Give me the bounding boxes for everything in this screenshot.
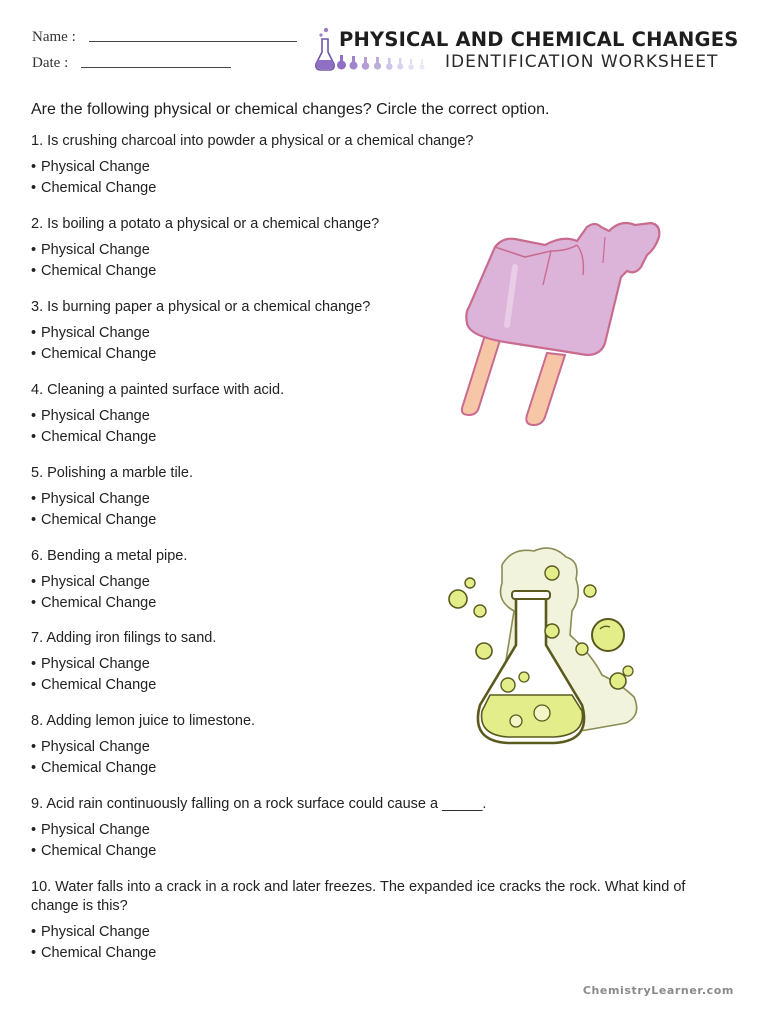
option-chemical[interactable]: • Chemical Change <box>31 595 157 611</box>
question-5 <box>31 464 731 531</box>
worksheet-title: PHYSICAL AND CHEMICAL CHANGES <box>339 28 739 51</box>
option-physical[interactable]: • Physical Change <box>31 924 150 940</box>
question-text: 6. Bending a metal pipe. <box>31 548 188 564</box>
date-label: Date : <box>32 55 69 71</box>
option-label: Physical Change <box>41 656 150 672</box>
option-physical[interactable]: • Physical Change <box>31 408 150 424</box>
date-line[interactable] <box>81 67 231 68</box>
name-line[interactable] <box>89 41 297 42</box>
option-label: Chemical Change <box>41 945 157 961</box>
name-label: Name : <box>32 29 76 45</box>
option-chemical[interactable]: • Chemical Change <box>31 429 157 445</box>
option-chemical[interactable]: • Chemical Change <box>31 945 157 961</box>
option-label: Physical Change <box>41 408 150 424</box>
option-chemical[interactable]: • Chemical Change <box>31 843 157 859</box>
option-label: Physical Change <box>41 325 150 341</box>
worksheet-subtitle: IDENTIFICATION WORKSHEET <box>445 52 719 72</box>
question-text: 4. Cleaning a painted surface with acid. <box>31 382 285 398</box>
option-physical[interactable]: • Physical Change <box>31 325 150 341</box>
option-label: Physical Change <box>41 574 150 590</box>
question-10 <box>31 878 721 964</box>
question-text: 9. Acid rain continuously falling on a rock surface could cause a _____. <box>31 796 487 812</box>
option-label: Physical Change <box>41 924 150 940</box>
option-chemical[interactable]: • Chemical Change <box>31 180 157 196</box>
option-label: Chemical Change <box>41 760 157 776</box>
option-physical[interactable]: • Physical Change <box>31 574 150 590</box>
name-field[interactable] <box>32 29 76 46</box>
option-label: Physical Change <box>41 242 150 258</box>
footer-brand[interactable]: ChemistryLearner.com <box>582 984 734 997</box>
date-field[interactable] <box>32 55 68 72</box>
question-text: 1. Is crushing charcoal into powder a physical or a chemical change? <box>31 133 474 149</box>
option-label: Physical Change <box>41 491 150 507</box>
option-label: Chemical Change <box>41 677 157 693</box>
option-label: Chemical Change <box>41 263 157 279</box>
option-chemical[interactable]: • Chemical Change <box>31 263 157 279</box>
option-chemical[interactable]: • Chemical Change <box>31 677 157 693</box>
flask-logo-icon <box>314 26 336 72</box>
option-chemical[interactable]: • Chemical Change <box>31 760 157 776</box>
option-label: Chemical Change <box>41 429 157 445</box>
instructions: Are the following physical or chemical changes? Circle the correct option. <box>31 101 550 118</box>
option-physical[interactable]: • Physical Change <box>31 242 150 258</box>
option-label: Chemical Change <box>41 180 157 196</box>
option-physical[interactable]: • Physical Change <box>31 159 150 175</box>
option-physical[interactable]: • Physical Change <box>31 491 150 507</box>
option-label: Physical Change <box>41 822 150 838</box>
option-label: Chemical Change <box>41 346 157 362</box>
question-text: 5. Polishing a marble tile. <box>31 465 193 481</box>
option-physical[interactable]: • Physical Change <box>31 739 150 755</box>
option-physical[interactable]: • Physical Change <box>31 822 150 838</box>
bubbling-flask-icon <box>442 545 647 750</box>
option-chemical[interactable]: • Chemical Change <box>31 512 157 528</box>
question-text: 10. Water falls into a crack in a rock and later freezes. The expanded ice cracks the rock. What kind of change is this? <box>31 879 686 914</box>
question-1 <box>31 132 731 199</box>
option-physical[interactable]: • Physical Change <box>31 656 150 672</box>
question-text: 8. Adding lemon juice to limestone. <box>31 713 256 729</box>
question-text: 7. Adding iron filings to sand. <box>31 630 217 646</box>
option-label: Chemical Change <box>41 512 157 528</box>
option-chemical[interactable]: • Chemical Change <box>31 346 157 362</box>
option-label: Physical Change <box>41 739 150 755</box>
option-label: Chemical Change <box>41 843 157 859</box>
option-label: Chemical Change <box>41 595 157 611</box>
melting-popsicle-icon <box>455 215 665 430</box>
question-text: 3. Is burning paper a physical or a chemical change? <box>31 299 371 315</box>
question-9 <box>31 795 731 862</box>
flask-row-icon <box>336 53 436 71</box>
question-text: 2. Is boiling a potato a physical or a chemical change? <box>31 216 380 232</box>
option-label: Physical Change <box>41 159 150 175</box>
